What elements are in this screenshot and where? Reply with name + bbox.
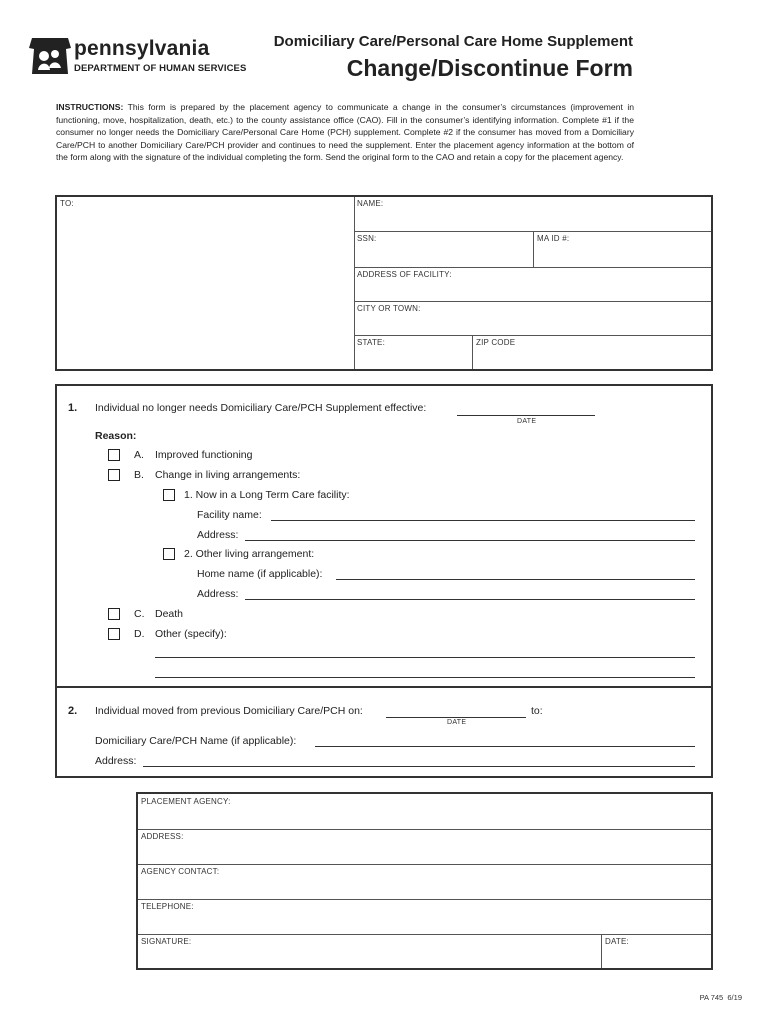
reason-a-checkbox[interactable] — [108, 449, 120, 461]
reason-b-letter: B. — [134, 469, 144, 481]
brand-name: pennsylvania — [74, 37, 210, 60]
placement-agency-box — [136, 792, 713, 970]
move-date-caption: DATE — [447, 719, 467, 726]
reason-a-text: Improved functioning — [155, 449, 253, 461]
instructions — [56, 101, 634, 164]
telephone-field[interactable]: TELEPHONE: — [141, 902, 194, 911]
reason-d-text: Other (specify): — [155, 628, 227, 640]
reason-b1-text: 1. Now in a Long Term Care facility: — [184, 489, 350, 501]
section-1-number: 1. — [68, 402, 78, 414]
reason-b-text: Change in living arrangements: — [155, 469, 301, 481]
reason-d-letter: D. — [134, 628, 145, 640]
facility-address-field[interactable]: ADDRESS OF FACILITY: — [357, 270, 452, 279]
section-2-statement: Individual moved from previous Domiciliary Care/PCH on: — [95, 705, 363, 717]
form-revision: 6/19 — [727, 993, 742, 1002]
home-address-label: Address: — [197, 588, 239, 600]
form-subtitle: Change/Discontinue Form — [346, 55, 633, 81]
reason-c-text: Death — [155, 608, 184, 620]
pch-name-line[interactable] — [315, 746, 695, 747]
section-1-statement: Individual no longer needs Domiciliary Care/PCH Supplement effective: — [95, 402, 427, 414]
form-number: PA 745 — [699, 993, 724, 1002]
date-caption: DATE — [517, 418, 537, 425]
reason-b1-checkbox[interactable] — [163, 489, 175, 501]
ssn-field[interactable]: SSN: — [357, 234, 377, 243]
agency-contact-field[interactable]: AGENCY CONTACT: — [141, 867, 220, 876]
reason-c-checkbox[interactable] — [108, 608, 120, 620]
facility-name-label: Facility name: — [197, 509, 262, 521]
facility-address-label: Address: — [197, 529, 239, 541]
facility-name-line[interactable] — [271, 520, 695, 521]
home-name-label: Home name (if applicable): — [197, 568, 323, 580]
home-name-line[interactable] — [336, 579, 695, 580]
to-field[interactable]: TO: — [60, 199, 74, 208]
reason-c-letter: C. — [134, 608, 145, 620]
reason-b-checkbox[interactable] — [108, 469, 120, 481]
signature-field[interactable]: SIGNATURE: — [141, 937, 192, 946]
consumer-info-box — [55, 195, 713, 371]
other-specify-line-2[interactable] — [155, 677, 695, 678]
section-2-box — [55, 686, 713, 778]
signature-date-field[interactable]: DATE: — [605, 937, 629, 946]
state-field[interactable]: STATE: — [357, 338, 386, 347]
move-date-line[interactable] — [386, 717, 526, 718]
form-footer — [700, 993, 742, 1002]
form-title: Domiciliary Care/Personal Care Home Supplement — [273, 33, 633, 50]
reason-label: Reason: — [95, 430, 137, 442]
ma-id-field[interactable]: MA ID #: — [537, 234, 570, 243]
reason-d-checkbox[interactable] — [108, 628, 120, 640]
city-field[interactable]: CITY OR TOWN: — [357, 304, 421, 313]
home-address-line[interactable] — [245, 599, 695, 600]
facility-address-line[interactable] — [245, 540, 695, 541]
instructions-text: This form is prepared by the placement agency to communicate a change in the consumer’s circumstances (improvement in functioning, move, hospitalization, death, etc.) to the county assistance office (CAO). Fill in the consumer’s identifying information. Complete #1 if the consumer no longer needs the Domiciliary Care/Personal Care Home (PCH) supplement. Complete #2 if the consumer has moved from a Domiciliary Care/PCH to another Domiciliary Care/PCH provider and continues to need the supplement. Enter the placement agency information at the bottom of the form along with the signature of the individual completing the form. Send the original form to the CAO and retain a copy for the placement agency. — [56, 102, 635, 163]
reason-b2-checkbox[interactable] — [163, 548, 175, 560]
department-name: DEPARTMENT OF HUMAN SERVICES — [74, 63, 247, 74]
instructions-label: INSTRUCTIONS: — [56, 102, 124, 112]
other-specify-line-1[interactable] — [155, 657, 695, 658]
zip-field[interactable]: ZIP CODE — [476, 338, 516, 347]
keystone-logo-icon — [28, 36, 72, 76]
name-field[interactable]: NAME: — [357, 199, 384, 208]
effective-date-line[interactable] — [457, 415, 595, 416]
move-to-label: to: — [531, 705, 543, 717]
reason-a-letter: A. — [134, 449, 144, 461]
pch-address-label: Address: — [95, 755, 137, 767]
placement-agency-field[interactable]: PLACEMENT AGENCY: — [141, 797, 231, 806]
agency-address-field[interactable]: ADDRESS: — [141, 832, 184, 841]
pch-name-label: Domiciliary Care/PCH Name (if applicable): — [95, 735, 297, 747]
section-2-number: 2. — [68, 705, 78, 717]
reason-b2-text: 2. Other living arrangement: — [184, 548, 315, 560]
section-1-box — [55, 384, 713, 688]
pch-address-line[interactable] — [143, 766, 695, 767]
